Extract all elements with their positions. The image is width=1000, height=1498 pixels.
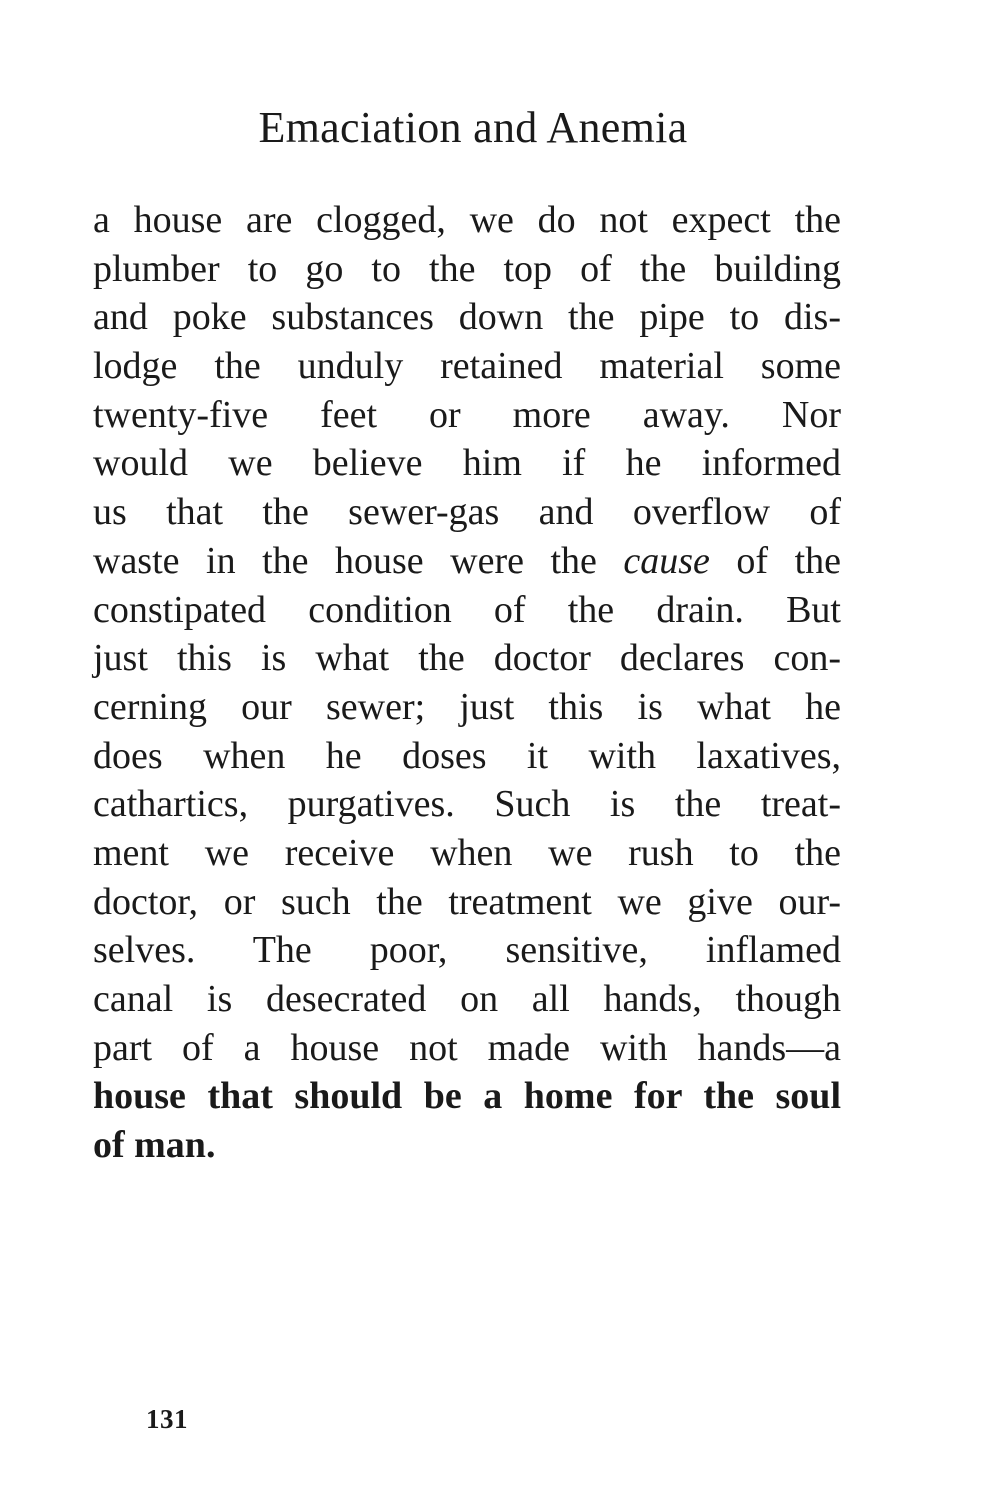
text-line-17: canal is desecrated on all hands, though	[93, 978, 841, 1020]
text-line-12: does when he doses it with laxatives,	[93, 734, 841, 777]
text-line-15: doctor, or such the treatment we give our-	[93, 880, 841, 923]
text-line-8-end: of the	[709, 539, 841, 582]
body-text	[93, 196, 841, 1170]
text-line-19: house that should be a home for the soul	[93, 1075, 841, 1118]
italic-cause: cause	[623, 539, 710, 582]
text-line-4: lodge the unduly retained material some	[93, 345, 841, 388]
text-line-13: cathartics, purgatives. Such is the treat-	[93, 783, 841, 826]
text-line-8	[93, 537, 841, 586]
text-line-9: constipated condition of the drain. But	[93, 588, 841, 631]
text-line-1: a house are clogged, we do not expect the	[93, 199, 841, 241]
text-line-8-start: waste in the house were the	[93, 539, 624, 582]
running-head: Emaciation and Anemia	[258, 103, 688, 152]
page-number: 131	[146, 1404, 188, 1434]
text-line-10: just this is what the doctor declares con-	[93, 637, 841, 680]
text-line-2: plumber to go to the top of the building	[93, 247, 841, 290]
text-line-18: part of a house not made with hands—a	[93, 1026, 841, 1069]
text-line-20: of man.	[93, 1124, 216, 1167]
text-line-3: and poke substances down the pipe to dis-	[93, 296, 841, 339]
text-line-6: would we believe him if he informed	[93, 442, 841, 485]
text-line-14: ment we receive when we rush to the	[93, 831, 841, 874]
text-line-7: us that the sewer-gas and overflow of	[93, 491, 841, 534]
text-line-16: selves. The poor, sensitive, inflamed	[93, 929, 841, 972]
text-line-5: twenty-five feet or more away. Nor	[93, 393, 841, 436]
text-line-11: cerning our sewer; just this is what he	[93, 685, 841, 728]
